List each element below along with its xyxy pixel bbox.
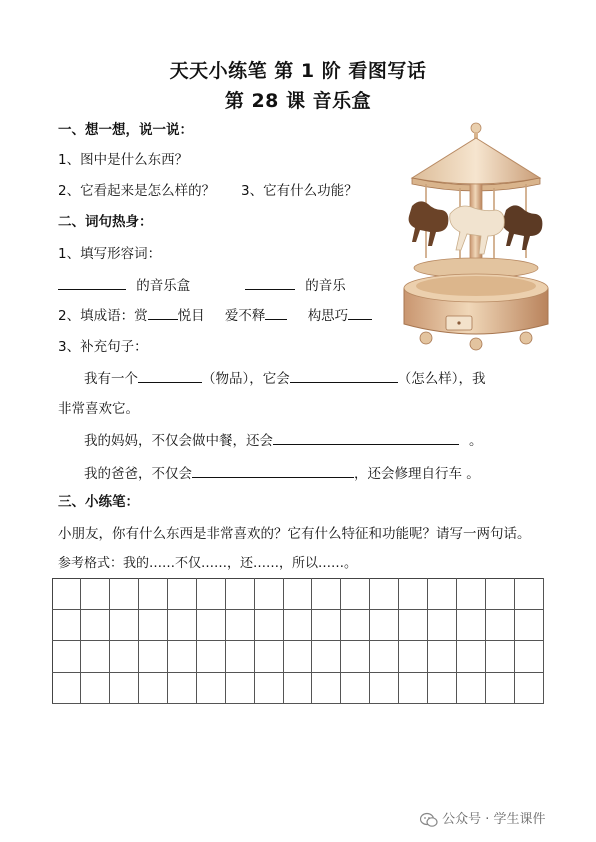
wechat-icon	[420, 812, 438, 828]
grid-cell[interactable]	[110, 578, 139, 610]
reference-format: 参考格式：我的……不仅……，还……，所以……。	[58, 556, 358, 571]
grid-cell[interactable]	[486, 578, 515, 610]
grid-cell[interactable]	[168, 641, 197, 673]
grid-cell[interactable]	[486, 610, 515, 642]
section1-question-1: 1、图中是什么东西？	[58, 152, 189, 168]
grid-cell[interactable]	[81, 641, 110, 673]
grid-cell[interactable]	[197, 610, 226, 642]
grid-cell[interactable]	[428, 610, 457, 642]
grid-cell[interactable]	[52, 610, 81, 642]
grid-cell[interactable]	[312, 610, 341, 642]
grid-cell[interactable]	[284, 610, 313, 642]
grid-cell[interactable]	[515, 610, 544, 642]
sentence-1-prefix: 我有一个	[84, 371, 138, 387]
grid-cell[interactable]	[399, 610, 428, 642]
sentence-2-prefix: 我的妈妈，不仅会做中餐，还会	[84, 433, 273, 449]
grid-cell[interactable]	[197, 578, 226, 610]
music-box-illustration	[390, 118, 562, 354]
sentence-2-end: 。	[469, 433, 483, 449]
grid-cell[interactable]	[255, 641, 284, 673]
grid-cell[interactable]	[284, 673, 313, 705]
grid-cell[interactable]	[81, 578, 110, 610]
grid-cell[interactable]	[515, 673, 544, 705]
sentence-item-label: 3、补充句子：	[58, 339, 148, 355]
grid-cell[interactable]	[110, 641, 139, 673]
grid-cell[interactable]	[515, 578, 544, 610]
section1-question-2: 2、它看起来是怎么样的？	[58, 183, 216, 199]
sentence-3	[84, 463, 480, 484]
idiom-2: 爱不释	[224, 308, 266, 324]
adjective-line-2	[245, 275, 346, 296]
sentence-1-line-1	[84, 368, 486, 389]
adjective-line-1	[58, 275, 190, 296]
idiom-1-end: 悦目	[177, 308, 205, 324]
grid-cell[interactable]	[168, 610, 197, 642]
grid-cell[interactable]	[486, 641, 515, 673]
sentence-1-mid-2: （怎么样），我	[397, 371, 486, 387]
grid-cell[interactable]	[399, 673, 428, 705]
grid-cell[interactable]	[370, 641, 399, 673]
grid-cell[interactable]	[139, 578, 168, 610]
grid-cell[interactable]	[341, 578, 370, 610]
grid-cell[interactable]	[370, 610, 399, 642]
sentence-2-blank[interactable]	[273, 430, 459, 445]
grid-cell[interactable]	[197, 641, 226, 673]
section2-heading: 二、词句热身：	[58, 214, 153, 230]
grid-cell[interactable]	[312, 641, 341, 673]
grid-cell[interactable]	[428, 578, 457, 610]
sentence-3-end: ，还会修理自行车 。	[354, 466, 480, 482]
sentence-1-line-2: 非常喜欢它。	[58, 401, 139, 417]
grid-cell[interactable]	[81, 673, 110, 705]
grid-cell[interactable]	[341, 673, 370, 705]
grid-cell[interactable]	[341, 641, 370, 673]
grid-cell[interactable]	[457, 673, 486, 705]
grid-cell[interactable]	[52, 578, 81, 610]
adjective-blank-1[interactable]	[58, 275, 126, 290]
idiom-blank-3[interactable]	[348, 305, 372, 320]
grid-cell[interactable]	[226, 610, 255, 642]
grid-cell[interactable]	[284, 578, 313, 610]
grid-cell[interactable]	[168, 578, 197, 610]
sentence-3-prefix: 我的爸爸，不仅会	[84, 466, 192, 482]
grid-cell[interactable]	[255, 673, 284, 705]
adjective-1-suffix: 的音乐盒	[136, 278, 191, 294]
grid-cell[interactable]	[139, 641, 168, 673]
page-title: 天天小练笔 第 1 阶 看图写话	[169, 60, 427, 82]
sentence-2	[84, 430, 483, 451]
watermark-text: 公众号 · 学生课件	[442, 812, 546, 827]
grid-cell[interactable]	[428, 641, 457, 673]
writing-grid[interactable]	[52, 578, 544, 704]
lesson-title: 第 28 课 音乐盒	[224, 90, 372, 112]
grid-cell[interactable]	[139, 673, 168, 705]
grid-cell[interactable]	[457, 610, 486, 642]
grid-cell[interactable]	[226, 673, 255, 705]
grid-cell[interactable]	[399, 641, 428, 673]
section1-heading: 一、想一想，说一说：	[58, 122, 193, 138]
grid-cell[interactable]	[197, 673, 226, 705]
grid-cell[interactable]	[226, 641, 255, 673]
grid-cell[interactable]	[457, 641, 486, 673]
adjective-blank-2[interactable]	[245, 275, 295, 290]
idiom-blank-2[interactable]	[265, 305, 287, 320]
grid-cell[interactable]	[168, 673, 197, 705]
sentence-3-blank[interactable]	[192, 463, 354, 478]
grid-cell[interactable]	[370, 673, 399, 705]
idiom-prefix: 2、填成语：赏	[58, 308, 148, 324]
grid-cell[interactable]	[52, 641, 81, 673]
idiom-3: 构思巧	[307, 308, 349, 324]
sentence-1-mid-1: （物品），它会	[202, 371, 290, 387]
grid-cell[interactable]	[255, 578, 284, 610]
idiom-blank-1[interactable]	[148, 305, 178, 320]
grid-cell[interactable]	[255, 610, 284, 642]
watermark	[420, 808, 546, 828]
grid-cell[interactable]	[515, 641, 544, 673]
sentence-1-blank-1[interactable]	[138, 368, 202, 383]
grid-cell[interactable]	[370, 578, 399, 610]
grid-cell[interactable]	[457, 578, 486, 610]
grid-cell[interactable]	[486, 673, 515, 705]
grid-cell[interactable]	[226, 578, 255, 610]
grid-cell[interactable]	[139, 610, 168, 642]
grid-cell[interactable]	[428, 673, 457, 705]
section3-heading: 三、小练笔：	[58, 494, 139, 510]
grid-cell[interactable]	[341, 610, 370, 642]
grid-cell[interactable]	[312, 578, 341, 610]
grid-cell[interactable]	[312, 673, 341, 705]
grid-cell[interactable]	[52, 673, 81, 705]
grid-cell[interactable]	[284, 641, 313, 673]
grid-cell[interactable]	[110, 610, 139, 642]
section1-question-3: 3、它有什么功能？	[241, 183, 358, 199]
adjective-2-suffix: 的音乐	[305, 278, 346, 294]
idiom-line	[58, 305, 372, 326]
grid-cell[interactable]	[110, 673, 139, 705]
grid-cell[interactable]	[81, 610, 110, 642]
writing-prompt: 小朋友，你有什么东西是非常喜欢的？它有什么特征和功能呢？请写一两句话。	[58, 526, 531, 542]
adjective-item-label: 1、填写形容词：	[58, 246, 162, 262]
sentence-1-blank-2[interactable]	[290, 368, 398, 383]
grid-cell[interactable]	[399, 578, 428, 610]
